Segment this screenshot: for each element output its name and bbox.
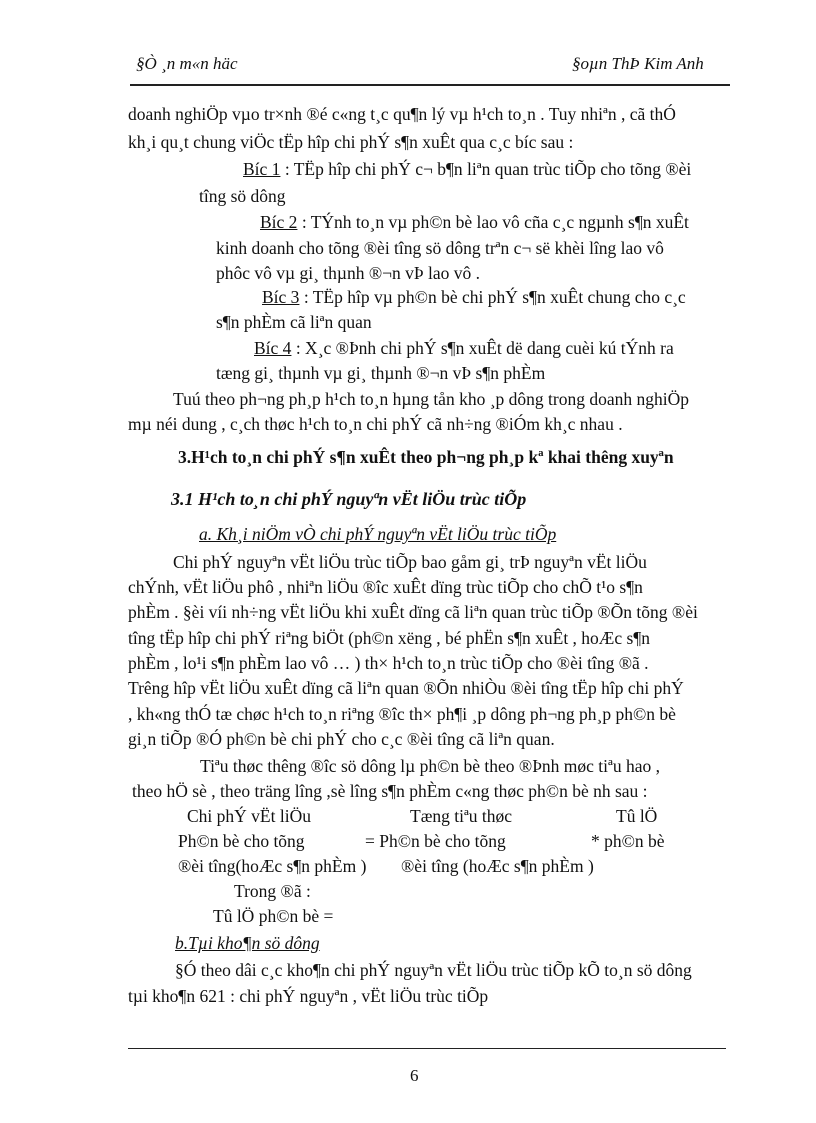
page-number: 6 — [410, 1066, 419, 1085]
formula-cell: Chi phÝ vËt liÖu — [187, 806, 311, 826]
step-3 — [262, 287, 686, 307]
body-line: phôc vô vµ gi¸ thµnh ®¬n vÞ lao vô . — [216, 263, 481, 283]
step-2-label: Bíc 2 — [260, 212, 298, 232]
body-line: gi¸n tiÕp ®Ó ph©n bè chi phÝ cho c¸c ®èi tîng cã liªn quan. — [128, 729, 555, 749]
step-2-text: : TÝnh to¸n vµ ph©n bè lao vô cña c¸c ngµnh s¶n xuÊt — [297, 212, 689, 232]
step-3-text: : TËp hîp vµ ph©n bè chi phÝ s¶n xuÊt chung cho c¸c — [299, 287, 686, 307]
body-line: theo hÖ sè , theo träng lîng ,sè lîng s¶n phÈm c«ng thøc ph©n bè nh sau : — [132, 781, 648, 801]
formula-cell: ®èi tîng (hoÆc s¶n phÈm ) — [401, 856, 594, 876]
subsection-heading: 3.1 H¹ch to¸n chi phÝ nguyªn vËt liÖu trùc tiÕp — [171, 489, 527, 509]
step-4 — [254, 338, 674, 358]
step-2 — [260, 212, 689, 232]
formula-cell: Tæng tiªu thøc — [410, 806, 513, 826]
subheading-b: b.Tµi kho¶n sö dông — [175, 933, 320, 953]
subheading-a: a. Kh¸i niÖm vÒ chi phÝ nguyªn vËt liÖu trùc tiÕp — [199, 524, 557, 544]
formula-cell: * ph©n bè — [591, 831, 665, 851]
body-line: Tû lÖ ph©n bè = — [213, 906, 334, 926]
body-line: , kh«ng thÓ tæ chøc h¹ch to¸n riªng ®îc th× ph¶i ¸p dông ph¬ng ph¸p ph©n bè — [128, 704, 676, 724]
step-1 — [243, 159, 691, 179]
body-line: §Ó theo dâi c¸c kho¶n chi phÝ nguyªn vËt liÖu trùc tiÕp kÕ to¸n sö dông — [175, 960, 692, 980]
body-line: mµ néi dung , c¸ch thøc h¹ch to¸n chi phÝ cã nh÷ng ®iÓm kh¸c nhau . — [128, 414, 623, 434]
body-line: Tiªu thøc thêng ®îc sö dông lµ ph©n bè theo ®Þnh møc tiªu hao , — [200, 756, 660, 776]
step-3-label: Bíc 3 — [262, 287, 300, 307]
formula-cell: Tû lÖ — [616, 806, 658, 826]
header-subject: §Ò ¸n m«n häc — [136, 54, 238, 73]
body-line: Chi phÝ nguyªn vËt liÖu trùc tiÕp bao gåm gi¸ trÞ nguyªn vËt liÖu — [173, 552, 647, 572]
formula-cell: = Ph©n bè cho tõng — [365, 831, 506, 851]
body-line: tæng gi¸ thµnh vµ gi¸ thµnh ®¬n vÞ s¶n phÈm — [216, 363, 546, 383]
step-1-label: Bíc 1 — [243, 159, 281, 179]
body-line: Trêng hîp vËt liÖu xuÊt dïng cã liªn quan ®Õn nhiÒu ®èi tîng tËp hîp chi phÝ — [128, 678, 684, 698]
body-line: tîng tËp hîp chi phÝ riªng biÖt (ph©n xëng , bé phËn s¶n xuÊt , hoÆc s¶n — [128, 628, 650, 648]
step-1-text: : TËp hîp chi phÝ c¬ b¶n liªn quan trùc tiÕp cho tõng ®èi — [280, 159, 692, 179]
formula-cell: ®èi tîng(hoÆc s¶n phÈm ) — [178, 856, 367, 876]
header-divider — [130, 84, 730, 86]
step-4-text: : X¸c ®Þnh chi phÝ s¶n xuÊt dë dang cuèi kú tÝnh ra — [291, 338, 674, 358]
section-heading: 3.H¹ch to¸n chi phÝ s¶n xuÊt theo ph¬ng ph¸p kª khai thêng xuyªn — [178, 447, 674, 467]
formula-cell: Ph©n bè cho tõng — [178, 831, 305, 851]
header-author: §oµn ThÞ Kim Anh — [572, 54, 704, 73]
body-line: tµi kho¶n 621 : chi phÝ nguyªn , vËt liÖu trùc tiÕp — [128, 986, 489, 1006]
body-line: tîng sö dông — [199, 186, 286, 206]
body-line: Trong ®ã : — [234, 881, 311, 901]
body-line: kinh doanh cho tõng ®èi tîng sö dông trªn c¬ së khèi lîng lao vô — [216, 238, 664, 258]
body-line: Tuú theo ph¬ng ph¸p h¹ch to¸n hµng tån kho ¸p dông trong doanh nghiÖp — [173, 389, 689, 409]
body-line: phÈm , lo¹i s¶n phÈm lao vô … ) th× h¹ch to¸n trùc tiÕp cho ®èi tîng ®ã . — [128, 653, 649, 673]
footer-divider — [128, 1048, 726, 1049]
body-line: chÝnh, vËt liÖu phô , nhiªn liÖu ®îc xuÊt dïng trùc tiÕp cho chÕ t¹o s¶n — [128, 577, 643, 597]
body-line: doanh nghiÖp vµo tr×nh ®é c«ng t¸c qu¶n lý vµ h¹ch to¸n . Tuy nhiªn , cã thÓ — [128, 104, 676, 124]
body-line: s¶n phÈm cã liªn quan — [216, 312, 372, 332]
body-line: phÈm . §èi víi nh÷ng vËt liÖu khi xuÊt dïng cã liªn quan trùc tiÕp ®Õn tõng ®èi — [128, 602, 698, 622]
body-line: kh¸i qu¸t chung viÖc tËp hîp chi phÝ s¶n xuÊt qua c¸c bíc sau : — [128, 132, 574, 152]
step-4-label: Bíc 4 — [254, 338, 292, 358]
